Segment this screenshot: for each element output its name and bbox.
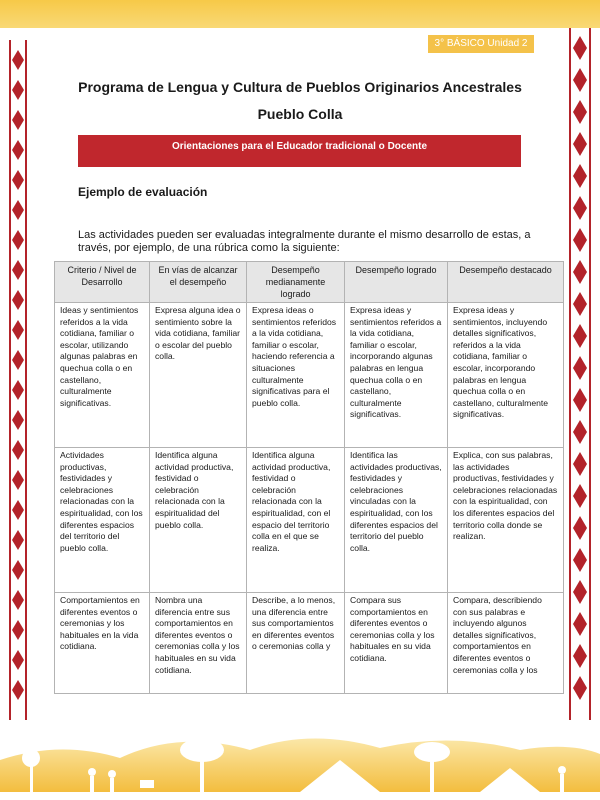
- header-cell: En vías de alcanzar el desempeño: [150, 262, 247, 303]
- header-cell: Desempeño destacado: [448, 262, 564, 303]
- header-cell: Desempeño logrado: [345, 262, 448, 303]
- table-row: [55, 303, 564, 448]
- section-banner: Orientaciones para el Educador tradicional o Docente: [78, 135, 521, 167]
- header-cell: Criterio / Nivel de Desarrollo: [55, 262, 150, 303]
- landscape-illustration: [0, 720, 600, 800]
- table-cell: Explica, con sus palabras, las actividades productivas, festividades y celebraciones relacionadas con la espiritualidad, con los diferentes espacios del territorio colla donde se realizan.: [448, 448, 564, 593]
- table-cell: Describe, a lo menos, una diferencia entre sus comportamientos en diferentes eventos o ceremonias colla y: [247, 593, 345, 694]
- table-cell: Identifica alguna actividad productiva, festividad o celebración relacionada con la espiritualidad del pueblo colla.: [150, 448, 247, 593]
- table-cell: Identifica alguna actividad productiva, festividad o celebración relacionada con la espiritualidad, con el espacio del territorio colla en el que se realiza.: [247, 448, 345, 593]
- table-cell: Identifica las actividades productivas, festividades y celebraciones vinculadas con la espiritualidad, con los diferentes espacios del territorio del pueblo colla.: [345, 448, 448, 593]
- rubric-header-row: [55, 262, 564, 303]
- table-cell: Compara, describiendo con sus palabras e incluyendo algunos detalles significativos, comportamientos en diferentes eventos o ceremonias colla y los: [448, 593, 564, 694]
- table-cell: Expresa ideas o sentimientos referidos a la vida cotidiana, familiar o escolar, haciendo referencia a situaciones culturalmente significativas para el pueblo colla.: [247, 303, 345, 448]
- table-cell: Comportamientos en diferentes eventos o ceremonias y los habituales en la vida cotidiana.: [55, 593, 150, 694]
- table-cell: Expresa alguna idea o sentimiento sobre la vida cotidiana, familiar o escolar del pueblo colla.: [150, 303, 247, 448]
- table-cell: Ideas y sentimientos referidos a la vida cotidiana, familiar o escolar, utilizando algunas palabras en quechua colla o en castellano, culturalmente significativas.: [55, 303, 150, 448]
- page-subtitle: Pueblo Colla: [257, 106, 343, 122]
- table-cell: Nombra una diferencia entre sus comportamientos en diferentes eventos o ceremonias colla y los habituales en su vida cotidiana.: [150, 593, 247, 694]
- table-row: [55, 448, 564, 593]
- section-heading: Ejemplo de evaluación: [78, 185, 208, 199]
- header-cell: Desempeño medianamente logrado: [247, 262, 345, 303]
- intro-paragraph: Las actividades pueden ser evaluadas integralmente durante el mismo desarrollo de estas, a través, por ejemplo, de una rúbrica como la siguiente:: [78, 229, 531, 254]
- unit-tag: 3° BÁSICO Unidad 2: [428, 35, 534, 53]
- table-cell: Expresa ideas y sentimientos, incluyendo detalles significativos, referidos a la vida cotidiana, familiar o escolar, incorporando palabras en lengua quechua colla o en castellano, culturalmente significativas.: [448, 303, 564, 448]
- right-woven-border: [568, 28, 592, 728]
- table-cell: Actividades productivas, festividades y celebraciones relacionadas con la espiritualidad, con los diferentes espacios del territorio del pueblo colla.: [55, 448, 150, 593]
- table-cell: Expresa ideas y sentimientos referidos a la vida cotidiana, familiar o escolar, incorporando algunas palabras en lengua quechua colla o en castellano, culturalmente significativas.: [345, 303, 448, 448]
- page-title: Programa de Lengua y Cultura de Pueblos Originarios Ancestrales: [78, 79, 522, 95]
- top-decorative-band: [0, 0, 600, 28]
- left-woven-border: [8, 40, 28, 720]
- table-cell: Compara sus comportamientos en diferentes eventos o ceremonias colla y los habituales en su vida cotidiana.: [345, 593, 448, 694]
- rubric-table: [54, 261, 564, 694]
- table-row: [55, 593, 564, 694]
